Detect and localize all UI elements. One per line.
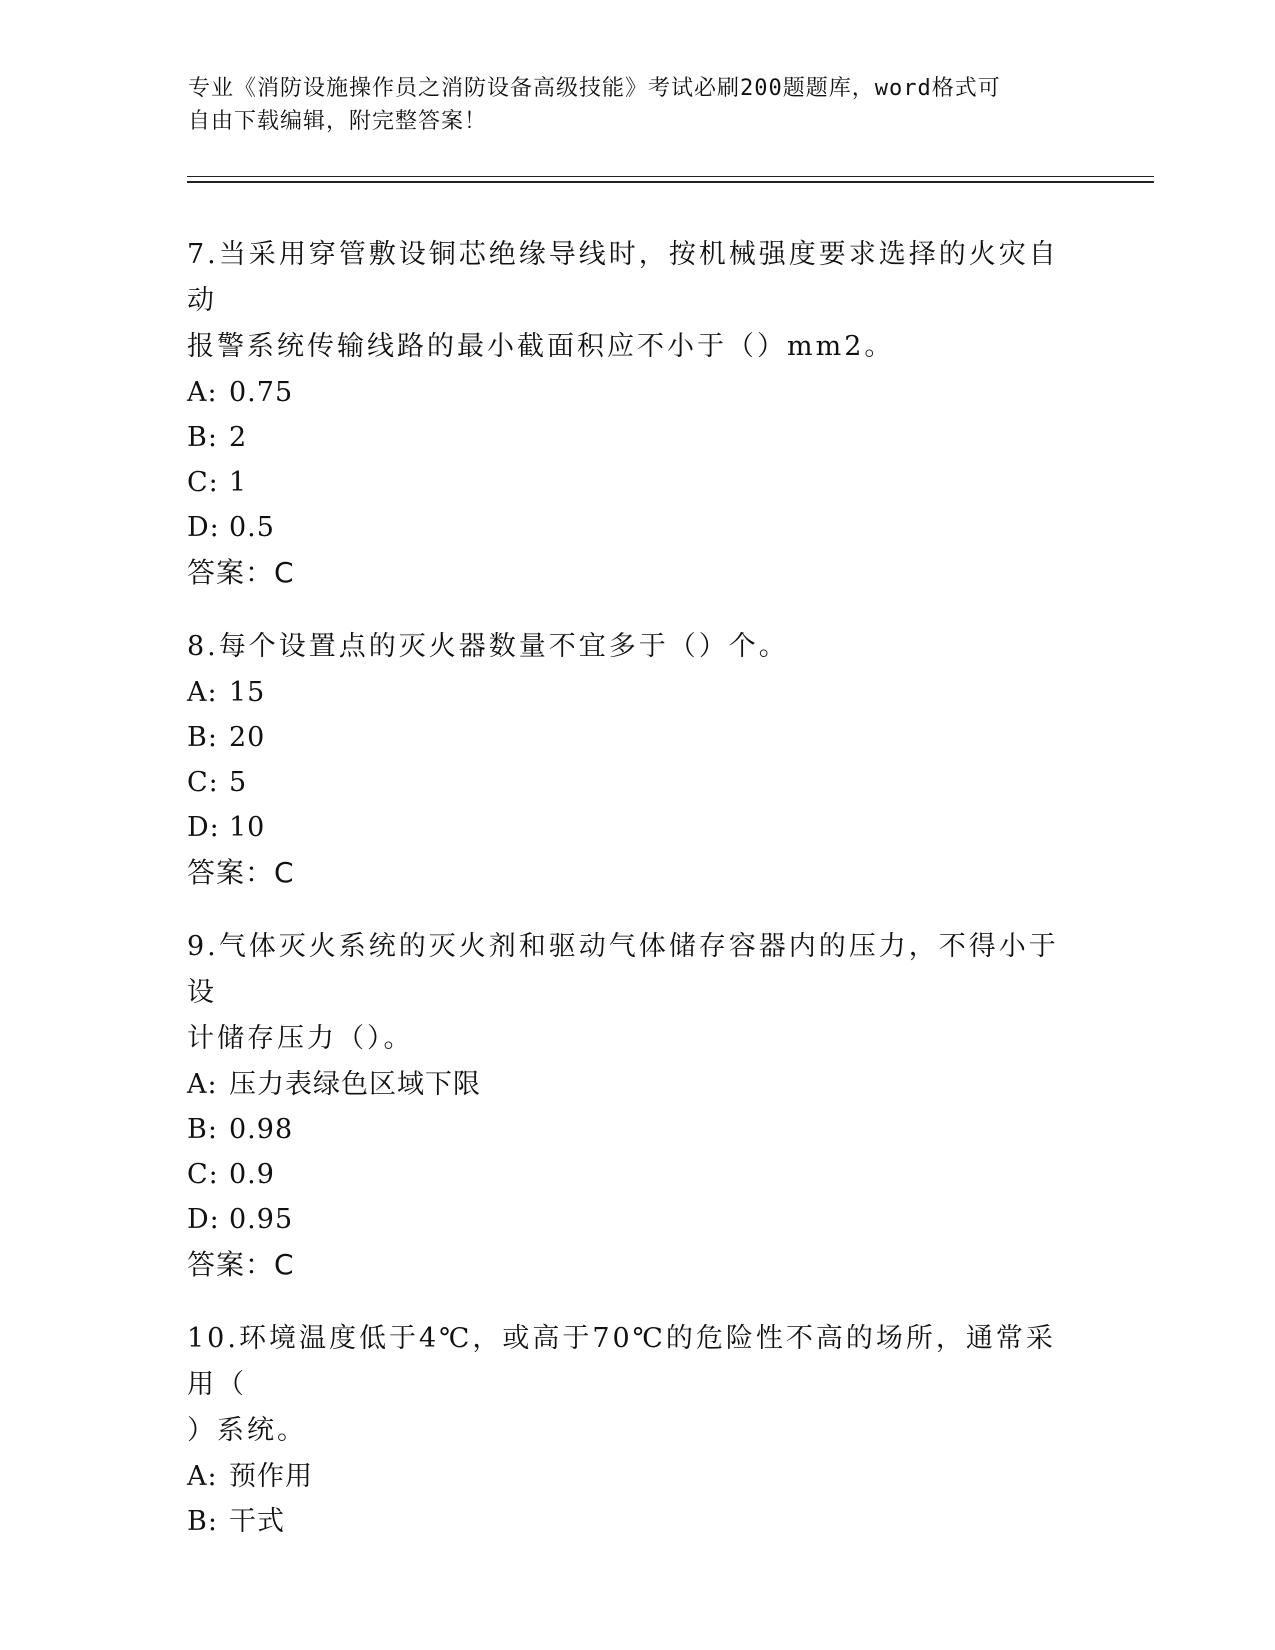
header-divider-thin (187, 176, 1154, 177)
answer-text: 答案：C (187, 1248, 295, 1281)
option-key: D: (187, 1204, 220, 1235)
option-text: 0.75 (229, 377, 294, 408)
option-key: B: (187, 722, 218, 753)
question-7 (187, 232, 1067, 596)
option-d (187, 505, 1067, 550)
option-key: A: (187, 1069, 218, 1100)
answer-text: 答案：C (187, 556, 295, 589)
option-a (187, 1062, 1067, 1107)
option-text: 0.95 (229, 1204, 294, 1235)
question-10 (187, 1316, 1067, 1544)
option-d (187, 1197, 1067, 1242)
option-c (187, 760, 1067, 805)
option-text: 0.5 (229, 512, 275, 543)
option-key: B: (187, 1114, 218, 1145)
option-a (187, 670, 1067, 715)
question-9 (187, 924, 1067, 1288)
option-key: C: (187, 1159, 219, 1190)
option-c (187, 1152, 1067, 1197)
option-key: A: (187, 677, 218, 708)
option-b (187, 415, 1067, 460)
option-key: C: (187, 467, 219, 498)
option-key: B: (187, 1506, 218, 1537)
option-text: 0.98 (229, 1114, 294, 1145)
question-stem-line: 8.每个设置点的灭火器数量不宜多于（）个。 (187, 631, 789, 662)
option-b (187, 1107, 1067, 1152)
option-text: 预作用 (229, 1461, 313, 1492)
question-stem (187, 624, 1067, 670)
option-key: D: (187, 812, 220, 843)
question-stem (187, 1316, 1067, 1454)
question-stem-line: ）系统。 (187, 1415, 307, 1446)
answer-text: 答案：C (187, 856, 295, 889)
option-a (187, 370, 1067, 415)
header-line-2: 自由下载编辑，附完整答案！ (188, 109, 488, 134)
option-text: 20 (229, 722, 266, 753)
option-b (187, 1499, 1067, 1544)
option-key: D: (187, 512, 220, 543)
option-key: A: (187, 377, 218, 408)
header-line-1: 专业《消防设施操作员之消防设备高级技能》考试必刷200题题库，word格式可 (188, 76, 1001, 101)
option-text: 2 (229, 422, 248, 453)
question-8 (187, 624, 1067, 896)
option-key: B: (187, 422, 218, 453)
option-text: 压力表绿色区域下限 (229, 1069, 481, 1100)
option-text: 10 (229, 812, 266, 843)
option-text: 5 (229, 767, 248, 798)
option-text: 0.9 (229, 1159, 275, 1190)
option-d (187, 805, 1067, 850)
option-a (187, 1454, 1067, 1499)
question-stem (187, 924, 1067, 1062)
option-text: 干式 (229, 1506, 285, 1537)
question-stem-line: 计储存压力（）。 (187, 1023, 414, 1054)
question-stem-line: 报警系统传输线路的最小截面积应不小于（）mm2。 (187, 331, 895, 362)
question-stem-line: 10.环境温度低于4℃，或高于70℃的危险性不高的场所，通常采用（ (187, 1323, 1056, 1400)
question-list (187, 232, 1067, 1572)
document-header (188, 72, 1068, 138)
question-stem-line: 7.当采用穿管敷设铜芯绝缘导线时，按机械强度要求选择的火灾自动 (187, 239, 1059, 316)
option-c (187, 460, 1067, 505)
header-divider-thick (187, 181, 1154, 183)
option-text: 15 (229, 677, 266, 708)
option-key: C: (187, 767, 219, 798)
option-key: A: (187, 1461, 218, 1492)
option-text: 1 (229, 467, 248, 498)
option-b (187, 715, 1067, 760)
question-stem (187, 232, 1067, 370)
question-stem-line: 9.气体灭火系统的灭火剂和驱动气体储存容器内的压力，不得小于设 (187, 931, 1059, 1008)
